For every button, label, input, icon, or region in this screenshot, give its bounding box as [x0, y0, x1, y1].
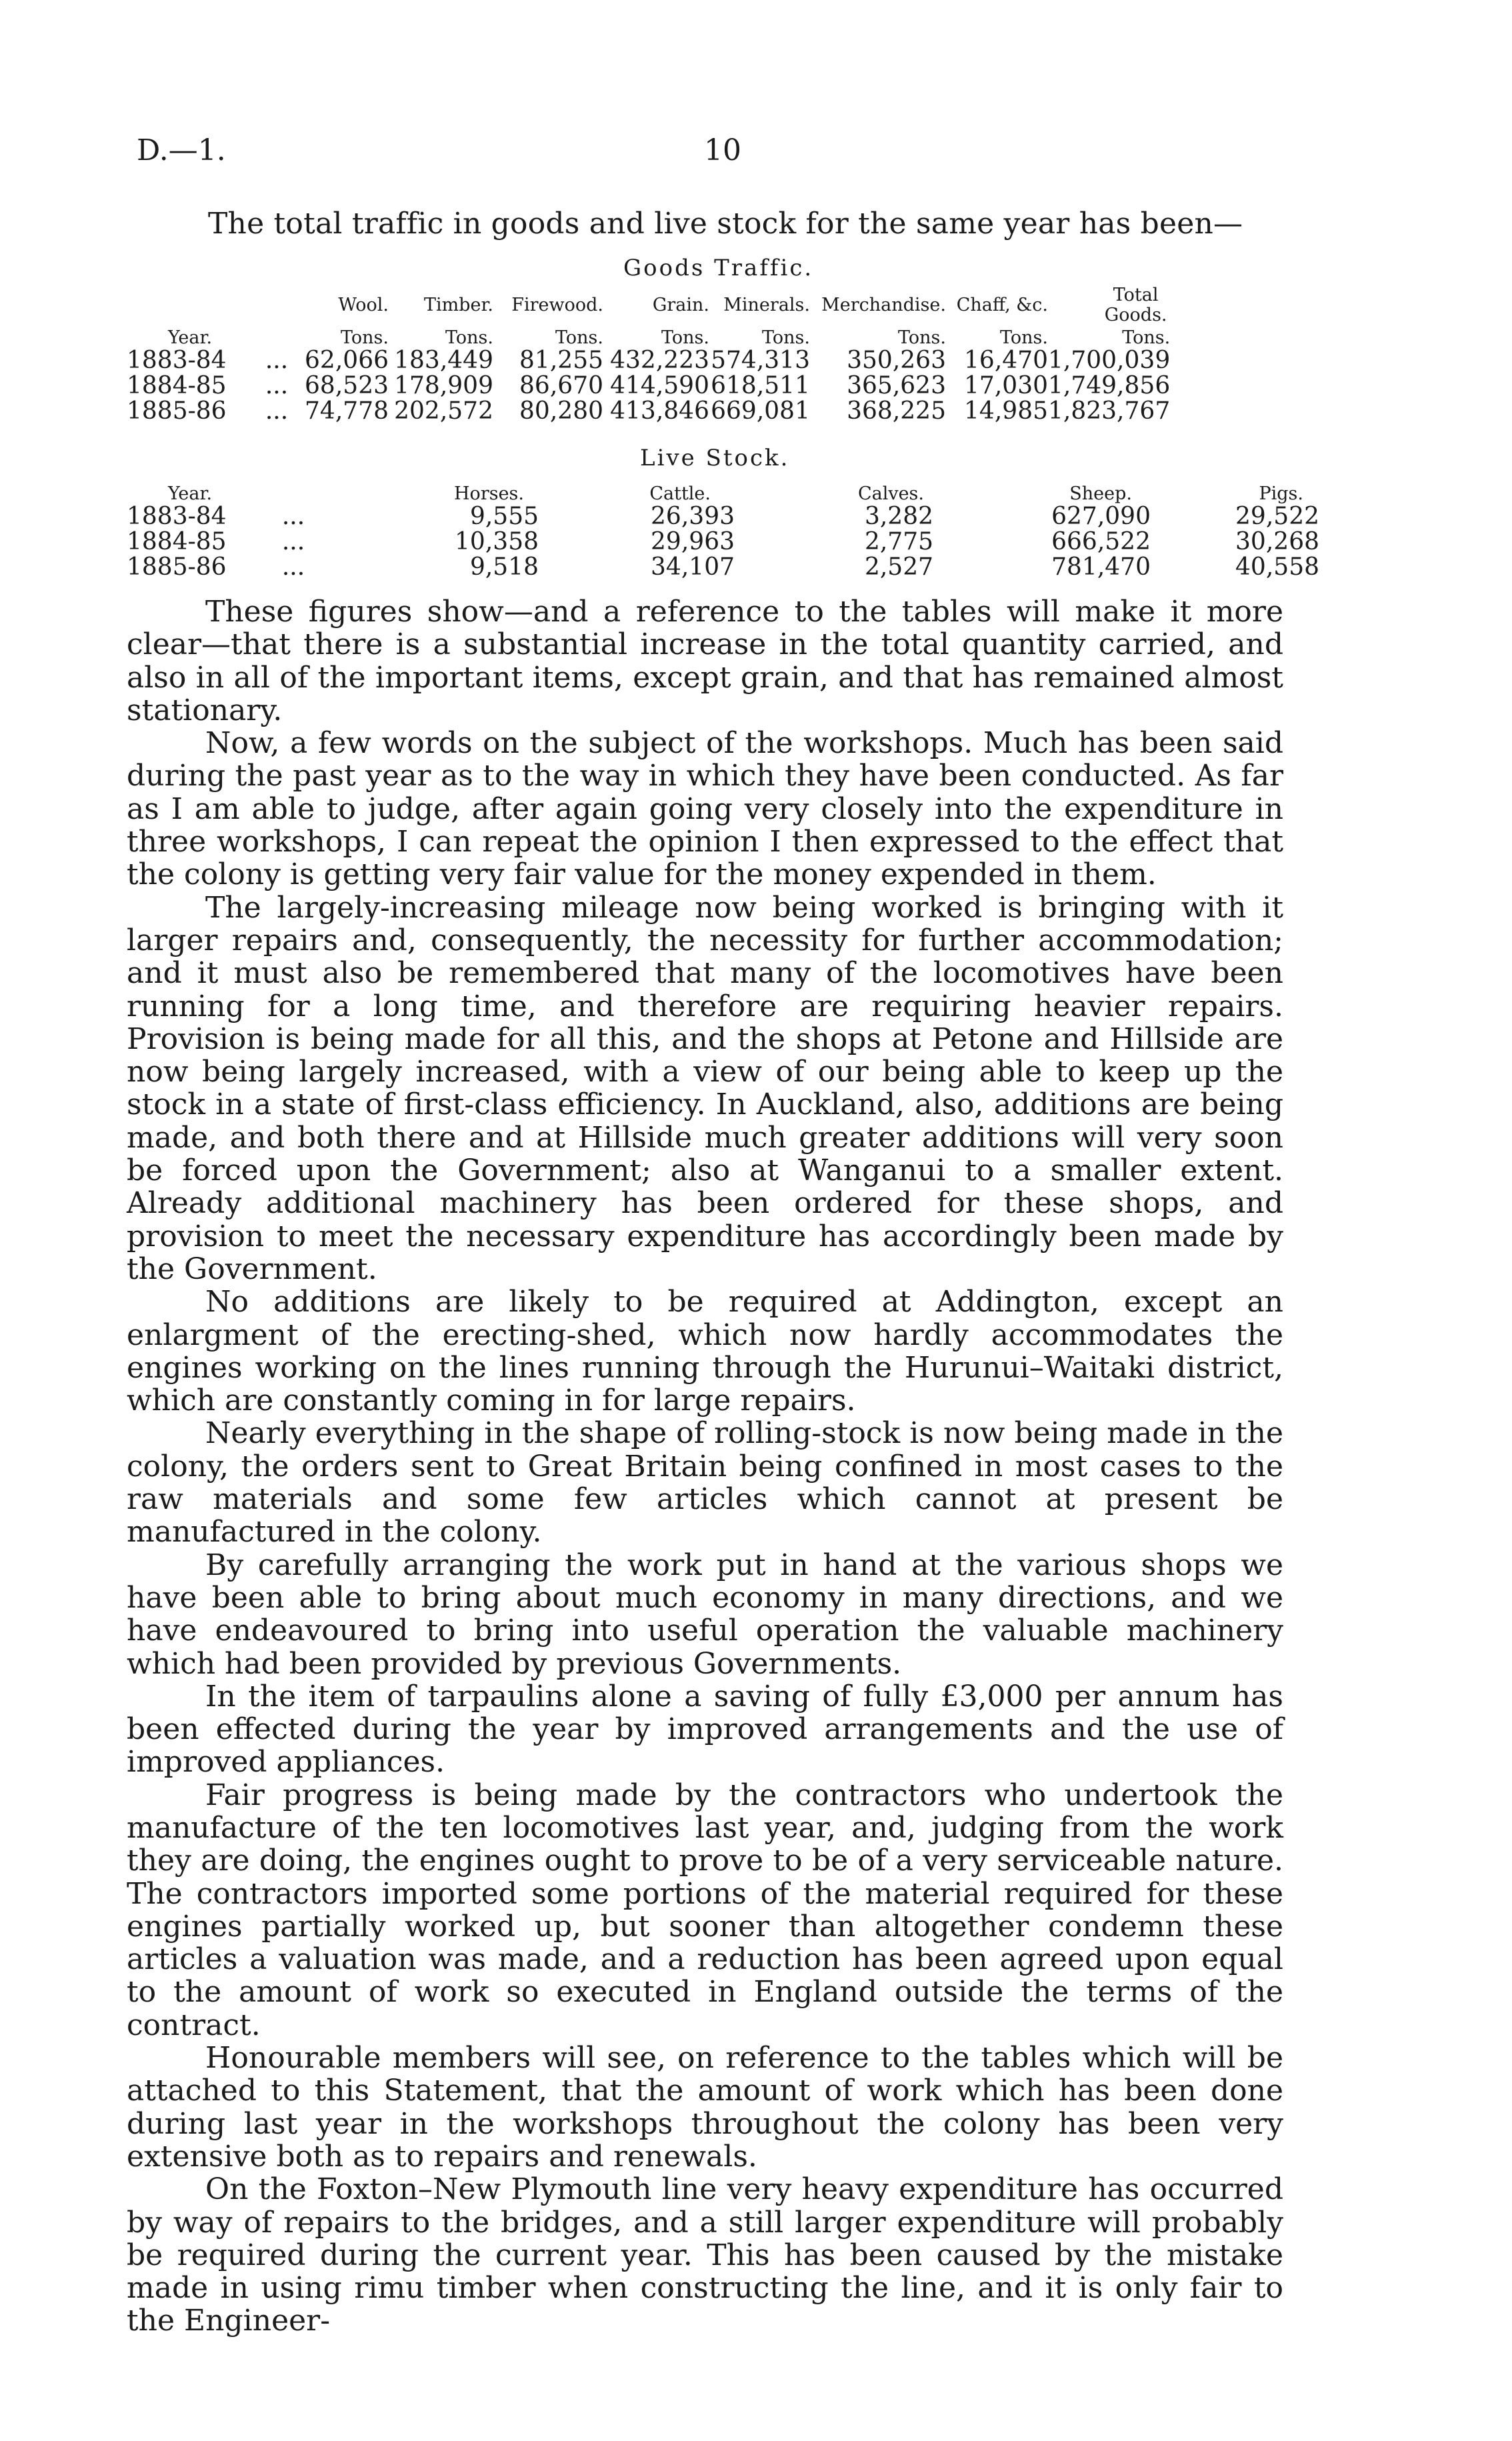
- year-cell: 1884-85: [127, 372, 227, 399]
- timber-cell: 178,909: [394, 372, 493, 399]
- paragraph: These figures show—and a reference to the tables will make it more clear—that there is a substantial increase in the total quantity carried, and also in all of the important items, except grain, and that has remained almost stationary.: [127, 595, 1283, 727]
- col-header-timber: Timber.: [423, 295, 493, 315]
- col-header-total-goods: Total Goods.: [1104, 285, 1167, 325]
- table-row: [127, 504, 1319, 529]
- paragraph: By carefully arranging the work put in hand at the various shops we have been able to bring about much economy in many directions, and we have endeavoured to bring into useful operation the valuable machinery which had been provided by previous Governments.: [127, 1548, 1283, 1681]
- leader-dots: ...: [265, 372, 289, 399]
- timber-cell: 183,449: [394, 347, 493, 374]
- leader-dots: ...: [281, 553, 305, 581]
- leader-dots: ...: [281, 528, 305, 555]
- table-row: [127, 399, 1170, 424]
- col-header-chaff: Chaff, &c.: [956, 295, 1048, 315]
- goods-traffic-title: Goods Traffic.: [623, 255, 814, 281]
- paragraph: Honourable members will see, on reference to the tables which will be attached to this Statement, that the amount of work which has been done during last year in the workshops throughout the colony has been very extensive both as to repairs and renewals.: [127, 2041, 1283, 2174]
- table-row: [127, 555, 1319, 580]
- horses-cell: 9,518: [469, 553, 539, 581]
- cattle-cell: 29,963: [651, 528, 735, 555]
- sheep-cell: 666,522: [1051, 528, 1151, 555]
- leader-dots: ...: [265, 397, 289, 425]
- leader-dots: ...: [265, 347, 289, 374]
- paragraph: Nearly everything in the shape of rolling-stock is now being made in the colony, the orders sent to Great Britain being confined in most cases to the raw materials and some few articles which cannot at present be manufactured in the colony.: [127, 1416, 1283, 1550]
- col-header-calves: Calves.: [857, 483, 924, 504]
- total-goods-cell: 1,823,767: [1048, 397, 1171, 425]
- col-header-cattle: Cattle.: [649, 483, 711, 504]
- chaff-cell: 17,030: [964, 372, 1048, 399]
- merchandise-cell: 350,263: [847, 347, 946, 374]
- col-header-merchandise: Merchandise.: [821, 295, 946, 315]
- year-cell: 1884-85: [127, 528, 227, 555]
- merchandise-cell: 368,225: [847, 397, 946, 425]
- col-header-minerals: Minerals.: [723, 295, 810, 315]
- intro-line: The total traffic in goods and live stock for the same year has been—: [208, 207, 1243, 241]
- sheep-cell: 627,090: [1051, 503, 1151, 530]
- firewood-cell: 81,255: [519, 347, 603, 374]
- unit-label: Tons.: [445, 327, 493, 348]
- grain-cell: 414,590: [610, 372, 709, 399]
- calves-cell: 2,775: [864, 528, 933, 555]
- col-header-firewood: Firewood.: [511, 295, 603, 315]
- pigs-cell: 40,558: [1235, 553, 1319, 581]
- wool-cell: 62,066: [305, 347, 389, 374]
- merchandise-cell: 365,623: [847, 372, 946, 399]
- grain-cell: 432,223: [610, 347, 709, 374]
- unit-label: Tons.: [1000, 327, 1048, 348]
- calves-cell: 3,282: [864, 503, 933, 530]
- year-cell: 1883-84: [127, 503, 227, 530]
- unit-label: Tons.: [1122, 327, 1171, 348]
- unit-label: Tons.: [555, 327, 603, 348]
- year-cell: 1885-86: [127, 397, 227, 425]
- calves-cell: 2,527: [864, 553, 933, 581]
- minerals-cell: 574,313: [711, 347, 810, 374]
- col-header-sheep: Sheep.: [1069, 483, 1132, 504]
- unit-label: Tons.: [661, 327, 709, 348]
- col-header-horses: Horses.: [454, 483, 524, 504]
- live-stock-title: Live Stock.: [640, 445, 790, 471]
- year-cell: 1883-84: [127, 347, 227, 374]
- minerals-cell: 669,081: [711, 397, 810, 425]
- year-cell: 1885-86: [127, 553, 227, 581]
- firewood-cell: 80,280: [519, 397, 603, 425]
- unit-label: Tons.: [762, 327, 810, 348]
- document-reference: D.—1.: [137, 133, 226, 167]
- year-header: Year.: [167, 327, 213, 348]
- sheep-cell: 781,470: [1051, 553, 1151, 581]
- firewood-cell: 86,670: [519, 372, 603, 399]
- horses-cell: 10,358: [455, 528, 539, 555]
- paragraph: On the Foxton–New Plymouth line very heavy expenditure has occurred by way of repairs to the bridges, and a still larger expenditure will probably be required during the current year. This has been caused by the mistake made in using rimu timber when constructing the line, and it is only fair to the Engineer-: [127, 2172, 1283, 2338]
- table-row: [127, 373, 1170, 399]
- page-number: 10: [704, 133, 741, 167]
- col-header-pigs: Pigs.: [1259, 483, 1303, 504]
- wool-cell: 68,523: [305, 372, 389, 399]
- year-header: Year.: [167, 483, 213, 504]
- pigs-cell: 30,268: [1235, 528, 1319, 555]
- table-row: [127, 348, 1170, 373]
- goods-traffic-table: [127, 283, 1170, 424]
- unit-label: Tons.: [898, 327, 946, 348]
- unit-label: Tons.: [341, 327, 389, 348]
- table-row: [127, 529, 1319, 555]
- goods-units-row: [127, 328, 1170, 348]
- paragraph: Fair progress is being made by the contractors who undertook the manufacture of the ten locomotives last year, and, judging from the work they are doing, the engines ought to prove to be of a very serviceable nature. The contractors imported some portions of the material required for these engines partially worked up, but sooner than altogether condemn these articles a valuation was made, and a reduction has been agreed upon equal to the amount of work so executed in England outside the terms of the contract.: [127, 1778, 1283, 2042]
- total-goods-cell: 1,700,039: [1048, 347, 1171, 374]
- live-stock-table: [127, 484, 1319, 580]
- leader-dots: ...: [281, 503, 305, 530]
- paragraph: No additions are likely to be required at Addington, except an enlargment of the erecting-shed, which now hardly accommodates the engines working on the lines running through the Hurunui–Waitaki district, which are constantly coming in for large repairs.: [127, 1285, 1283, 1418]
- grain-cell: 413,846: [610, 397, 709, 425]
- cattle-cell: 34,107: [651, 553, 735, 581]
- chaff-cell: 16,470: [964, 347, 1048, 374]
- total-goods-cell: 1,749,856: [1048, 372, 1171, 399]
- horses-cell: 9,555: [469, 503, 539, 530]
- col-header-grain: Grain.: [652, 295, 709, 315]
- paragraph: Now, a few words on the subject of the workshops. Much has been said during the past year as to the way in which they have been conducted. As far as I am able to judge, after again going very closely into the expenditure in three workshops, I can repeat the opinion I then expressed to the effect that the colony is getting very fair value for the money expended in them.: [127, 726, 1283, 892]
- cattle-cell: 26,393: [651, 503, 735, 530]
- goods-header-row: [127, 283, 1170, 328]
- wool-cell: 74,778: [305, 397, 389, 425]
- paragraph: The largely-increasing mileage now being worked is bringing with it larger repairs and, consequently, the necessity for further accommodation; and it must also be remembered that many of the locomotives have been running for a long time, and therefore are requiring heavier repairs. Provision is being made for all this, and the shops at Petone and Hillside are now being largely increased, with a view of our being able to keep up the stock in a state of first-class efficiency. In Auckland, also, additions are being made, and both there and at Hillside much greater additions will very soon be forced upon the Government; also at Wanganui to a smaller extent. Already additional machinery has been ordered for these shops, and provision to meet the necessary expenditure has accordingly been made by the Government.: [127, 890, 1283, 1286]
- live-stock-header-row: [127, 484, 1319, 504]
- col-header-wool: Wool.: [338, 295, 389, 315]
- minerals-cell: 618,511: [711, 372, 810, 399]
- chaff-cell: 14,985: [964, 397, 1048, 425]
- pigs-cell: 29,522: [1235, 503, 1319, 530]
- body-text: [127, 595, 1283, 2338]
- paragraph: In the item of tarpaulins alone a saving of fully £3,000 per annum has been effected during the year by improved arrangements and the use of improved appliances.: [127, 1679, 1283, 1780]
- timber-cell: 202,572: [394, 397, 493, 425]
